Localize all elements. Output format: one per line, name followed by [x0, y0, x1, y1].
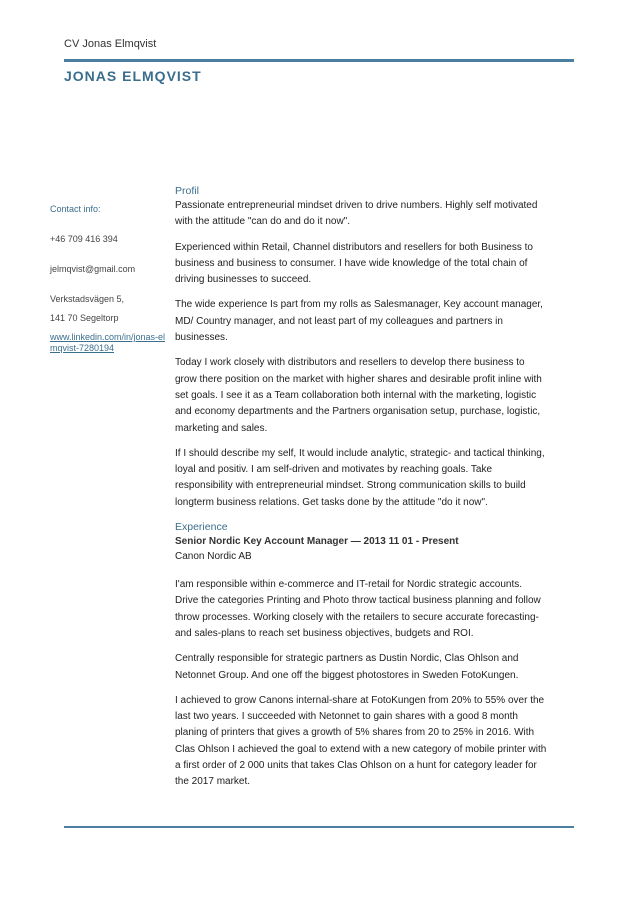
job-title: Senior Nordic Key Account Manager — 2013 11 01 - Present [175, 536, 459, 548]
linkedin-link[interactable]: www.linkedin.com/in/jonas-elmqvist-7280194 [50, 332, 166, 353]
profile-paragraph: Today I work closely with distributors and resellers to develop there business to grow there position on the market with higher shares and desirable profit inline with set goals. I see it as a Team collaboration both internal with the marketing, logistic and economy departments and the Partners organisation setup, purchase, logistic, marketing and sales. [175, 357, 542, 434]
experience-paragraph: Centrally responsible for strategic partners as Dustin Nordic, Clas Ohlson and Netonnet Group. And one off the biggest photostores in Sweden FotoKungen. [175, 653, 519, 681]
candidate-name: JONAS ELMQVIST [64, 68, 202, 84]
contact-email: jelmqvist@gmail.com [50, 264, 136, 274]
bottom-divider [64, 826, 574, 828]
profile-paragraph: The wide experience Is part from my rolls as Salesmanager, Key account manager, MD/ Country manager, and not least part of my colleagues and partners in businesses. [175, 299, 543, 344]
profile-paragraph: If I should describe my self, It would include analytic, strategic- and tactical thinking, loyal and positiv. I am self-driven and motivates by reaching goals. Take responsibility with entrepreneurial mindset. Strong communication skills to build longterm business relations. Get tasks done by the attitude "do it now". [175, 447, 545, 508]
contact-sidebar [50, 204, 172, 354]
top-divider [64, 59, 574, 62]
profile-heading: Profil [175, 185, 199, 197]
experience-heading: Experience [175, 521, 228, 534]
profile-paragraph: Passionate entrepreneurial mindset driven to drive numbers. Highly self motivated with the attitude "can do and do it now". [175, 200, 538, 228]
experience-paragraph: I'am responsible within e-commerce and IT-retail for Nordic strategic accounts. Drive the categories Printing and Photo throw tactical business planning and follow throw processes. Working closely with the retailers to secure accurate forecasting- and sales-plans to reach set business objectives, budgets and ROI. [175, 579, 541, 639]
contact-address-line2: 141 70 Segeltorp [50, 313, 119, 323]
main-content [175, 184, 548, 800]
company-name: Canon Nordic AB [175, 551, 252, 563]
profile-paragraph: Experienced within Retail, Channel distributors and resellers for both Business to business and business to consumer. I have wide knowledge of the total chain of driving businesses to succeed. [175, 241, 533, 286]
experience-paragraph: I achieved to grow Canons internal-share at FotoKungen from 20% to 55% over the last two years. I succeeded with Netonnet to gain shares with a good 8 month planing of printers that gives a growth of 5% shares from 20 to 25% in 2016. With Clas Ohlson I achieved the goal to extend with a new category of mobile printer with a first order of 2 000 units that takes Clas Ohlson on a hunt for category leader for the 2017 market. [175, 694, 547, 788]
document-label: CV Jonas Elmqvist [64, 38, 157, 50]
contact-heading: Contact info: [50, 204, 101, 214]
contact-address-line1: Verkstadsvägen 5, [50, 294, 125, 304]
contact-phone: +46 709 416 394 [50, 234, 118, 244]
